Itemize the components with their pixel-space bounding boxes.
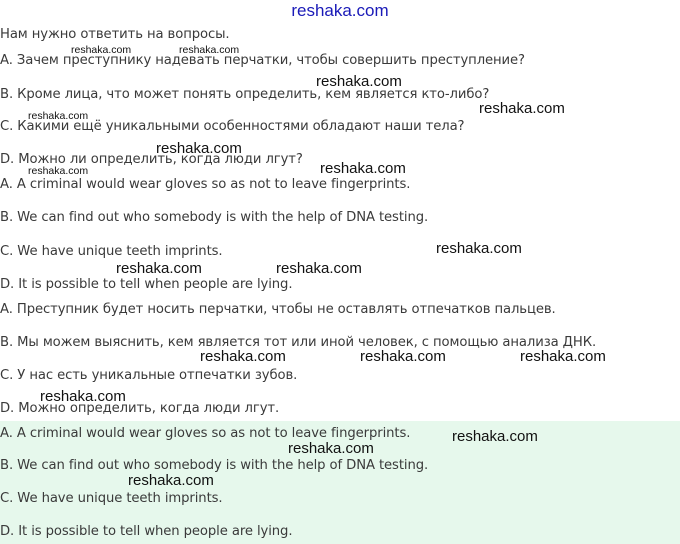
answer-b-ru: B. Мы можем выяснить, кем является тот или иной человек, с помощью анализа ДНК. [0,335,597,350]
watermark-text: reshaka.com [479,100,565,117]
watermark-text: reshaka.com [128,472,214,489]
watermark-text: reshaka.com [156,140,242,157]
highlighted-answer-a: A. A criminal would wear gloves so as not to leave fingerprints. [0,426,411,441]
site-header [0,0,680,22]
highlighted-answer-d: D. It is possible to tell when people are lying. [0,524,293,539]
highlighted-answer-b: B. We can find out who somebody is with the help of DNA testing. [0,458,429,473]
watermark-text: reshaka.com [520,348,606,365]
watermark-text: reshaka.com [316,73,402,90]
question-a-ru: A. Зачем преступнику надевать перчатки, чтобы совершить преступление? [0,53,525,68]
watermark-text: reshaka.com [179,44,240,56]
watermark-text: reshaka.com [200,348,286,365]
watermark-text: reshaka.com [320,160,406,177]
watermark-text: reshaka.com [452,428,538,445]
watermark-text: reshaka.com [28,110,89,122]
intro-text: Нам нужно ответить на вопросы. [0,27,230,42]
watermark-text: reshaka.com [360,348,446,365]
highlighted-answer-c: C. We have unique teeth imprints. [0,491,223,506]
answer-a-ru: A. Преступник будет носить перчатки, чтобы не оставлять отпечатков пальцев. [0,302,556,317]
answer-d-en: D. It is possible to tell when people are lying. [0,277,293,292]
watermark-text: reshaka.com [40,388,126,405]
question-d-ru: D. Можно ли определить, когда люди лгут? [0,152,303,167]
answer-b-en: B. We can find out who somebody is with the help of DNA testing. [0,210,429,225]
watermark-text: reshaka.com [436,240,522,257]
watermark-text: reshaka.com [28,165,89,177]
answer-c-ru: C. У нас есть уникальные отпечатки зубов. [0,368,298,383]
site-header-link[interactable]: reshaka.com [291,1,389,20]
answer-c-en: C. We have unique teeth imprints. [0,244,223,259]
answer-a-en: A. A criminal would wear gloves so as not to leave fingerprints. [0,177,411,192]
question-b-ru: B. Кроме лица, что может понять определить, кем является кто-либо? [0,87,490,102]
watermark-text: reshaka.com [276,260,362,277]
watermark-text: reshaka.com [71,44,132,56]
watermark-text: reshaka.com [288,440,374,457]
question-c-ru: C. Какими ещё уникальными особенностями обладают наши тела? [0,119,465,134]
watermark-text: reshaka.com [116,260,202,277]
answer-d-ru: D. Можно определить, когда люди лгут. [0,401,280,416]
